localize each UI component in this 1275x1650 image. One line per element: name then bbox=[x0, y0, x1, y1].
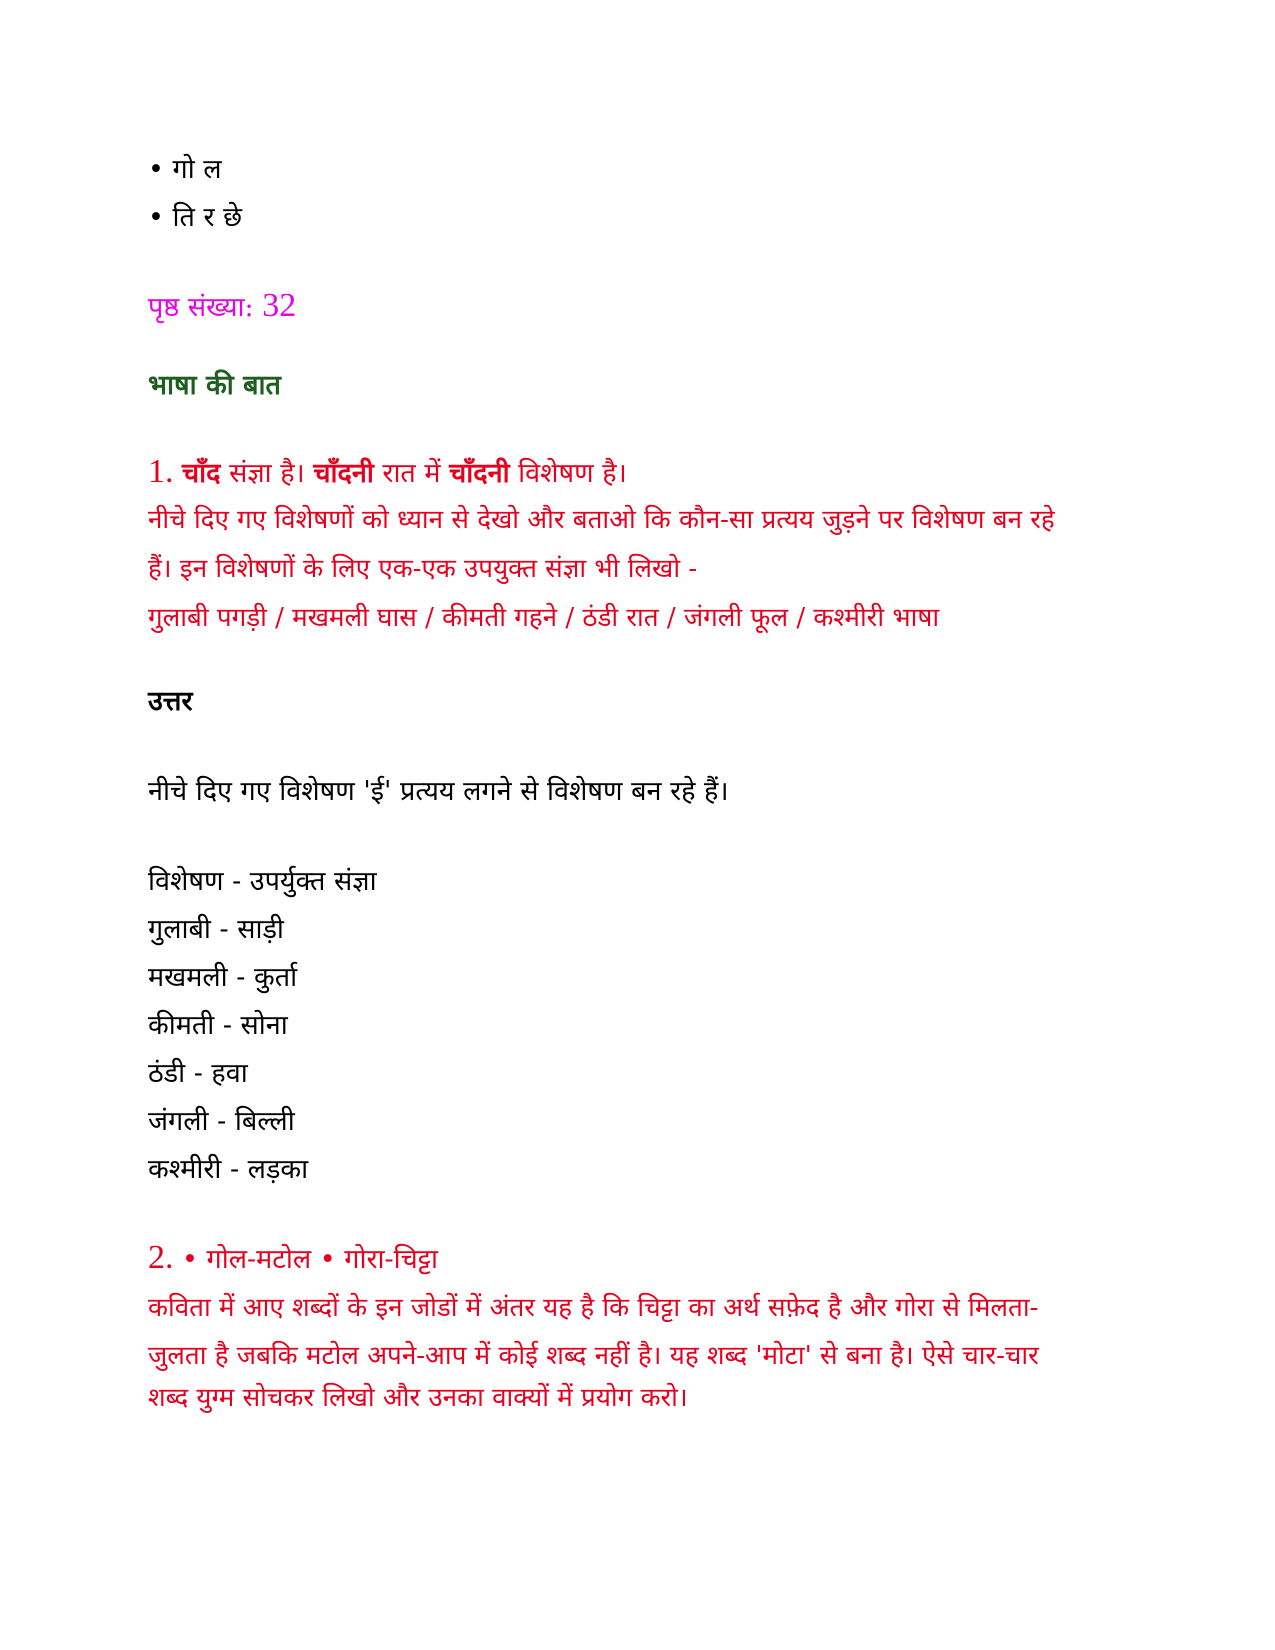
question-2-line-3: शब्द युग्म सोचकर लिखो और उनका वाक्यों में प्रयोग करो। bbox=[148, 1383, 688, 1413]
question-1-line-4: गुलाबी पगड़ी / मखमली घास / कीमती गहने / ठंडी रात / जंगली फूल / कश्मीरी भाषा bbox=[148, 603, 940, 633]
page-number-value: 32 bbox=[262, 287, 297, 324]
bullet-list bbox=[148, 150, 242, 238]
question-1-number: 1. bbox=[148, 453, 182, 490]
question-1-line-2: नीचे दिए गए विशेषणों को ध्यान से देखो और बताओ कि कौन-सा प्रत्यय जुड़ने पर विशेषण बन रहे bbox=[148, 505, 1055, 535]
question-1-line-1 bbox=[148, 452, 1055, 496]
question-2-title-line bbox=[148, 1238, 1039, 1282]
text-fragment: विशेषण है। bbox=[509, 458, 627, 489]
list-item: ठंडी - हवा bbox=[148, 1058, 248, 1089]
question-1-line-3: हैं। इन विशेषणों के लिए एक-एक उपयुक्त संज्ञा भी लिखो - bbox=[148, 554, 698, 584]
page-number-label: पृष्ठ संख्या: bbox=[148, 292, 263, 323]
question-2-line-1: कविता में आए शब्दों के इन जोडों में अंतर यह है कि चिट्टा का अर्थ सफ़ेद है और गोरा से मिलता- bbox=[148, 1293, 1039, 1323]
list-item: कीमती - सोना bbox=[148, 1010, 288, 1041]
list-item: मखमली - कुर्ता bbox=[148, 962, 298, 993]
answer-intro: नीचे दिए गए विशेषण 'ई' प्रत्यय लगने से विशेषण बन रहे हैं। bbox=[148, 776, 729, 807]
list-item: गुलाबी - साड़ी bbox=[148, 914, 284, 945]
bold-word: चाँद bbox=[182, 458, 221, 489]
page-number bbox=[148, 284, 296, 330]
bullet-item: • ति र छे bbox=[148, 202, 243, 233]
question-2 bbox=[148, 1238, 1039, 1418]
list-item: कश्मीरी - लड़का bbox=[148, 1154, 309, 1185]
answer-heading: उत्तर bbox=[148, 686, 193, 717]
text-fragment: संज्ञा है। bbox=[220, 458, 314, 489]
list-item: जंगली - बिल्ली bbox=[148, 1106, 295, 1137]
section-heading: भाषा की बात bbox=[148, 370, 281, 401]
answer-pairs bbox=[148, 862, 377, 1190]
text-fragment: रात में bbox=[373, 458, 450, 489]
question-2-line-2: जुलता है जबकि मटोल अपने-आप में कोई शब्द नहीं है। यह शब्द 'मोटा' से बना है। ऐसे चार-चार bbox=[148, 1341, 1039, 1371]
question-2-number: 2. bbox=[148, 1239, 182, 1276]
bold-word: चाँदनी bbox=[449, 458, 510, 489]
question-1 bbox=[148, 452, 1055, 638]
list-item: विशेषण - उपर्युक्त संज्ञा bbox=[148, 866, 377, 897]
bold-word: चाँदनी bbox=[313, 458, 374, 489]
bullet-item: • गो ल bbox=[148, 154, 222, 185]
question-2-title: • गोल-मटोल • गोरा-चिट्टा bbox=[182, 1244, 438, 1275]
